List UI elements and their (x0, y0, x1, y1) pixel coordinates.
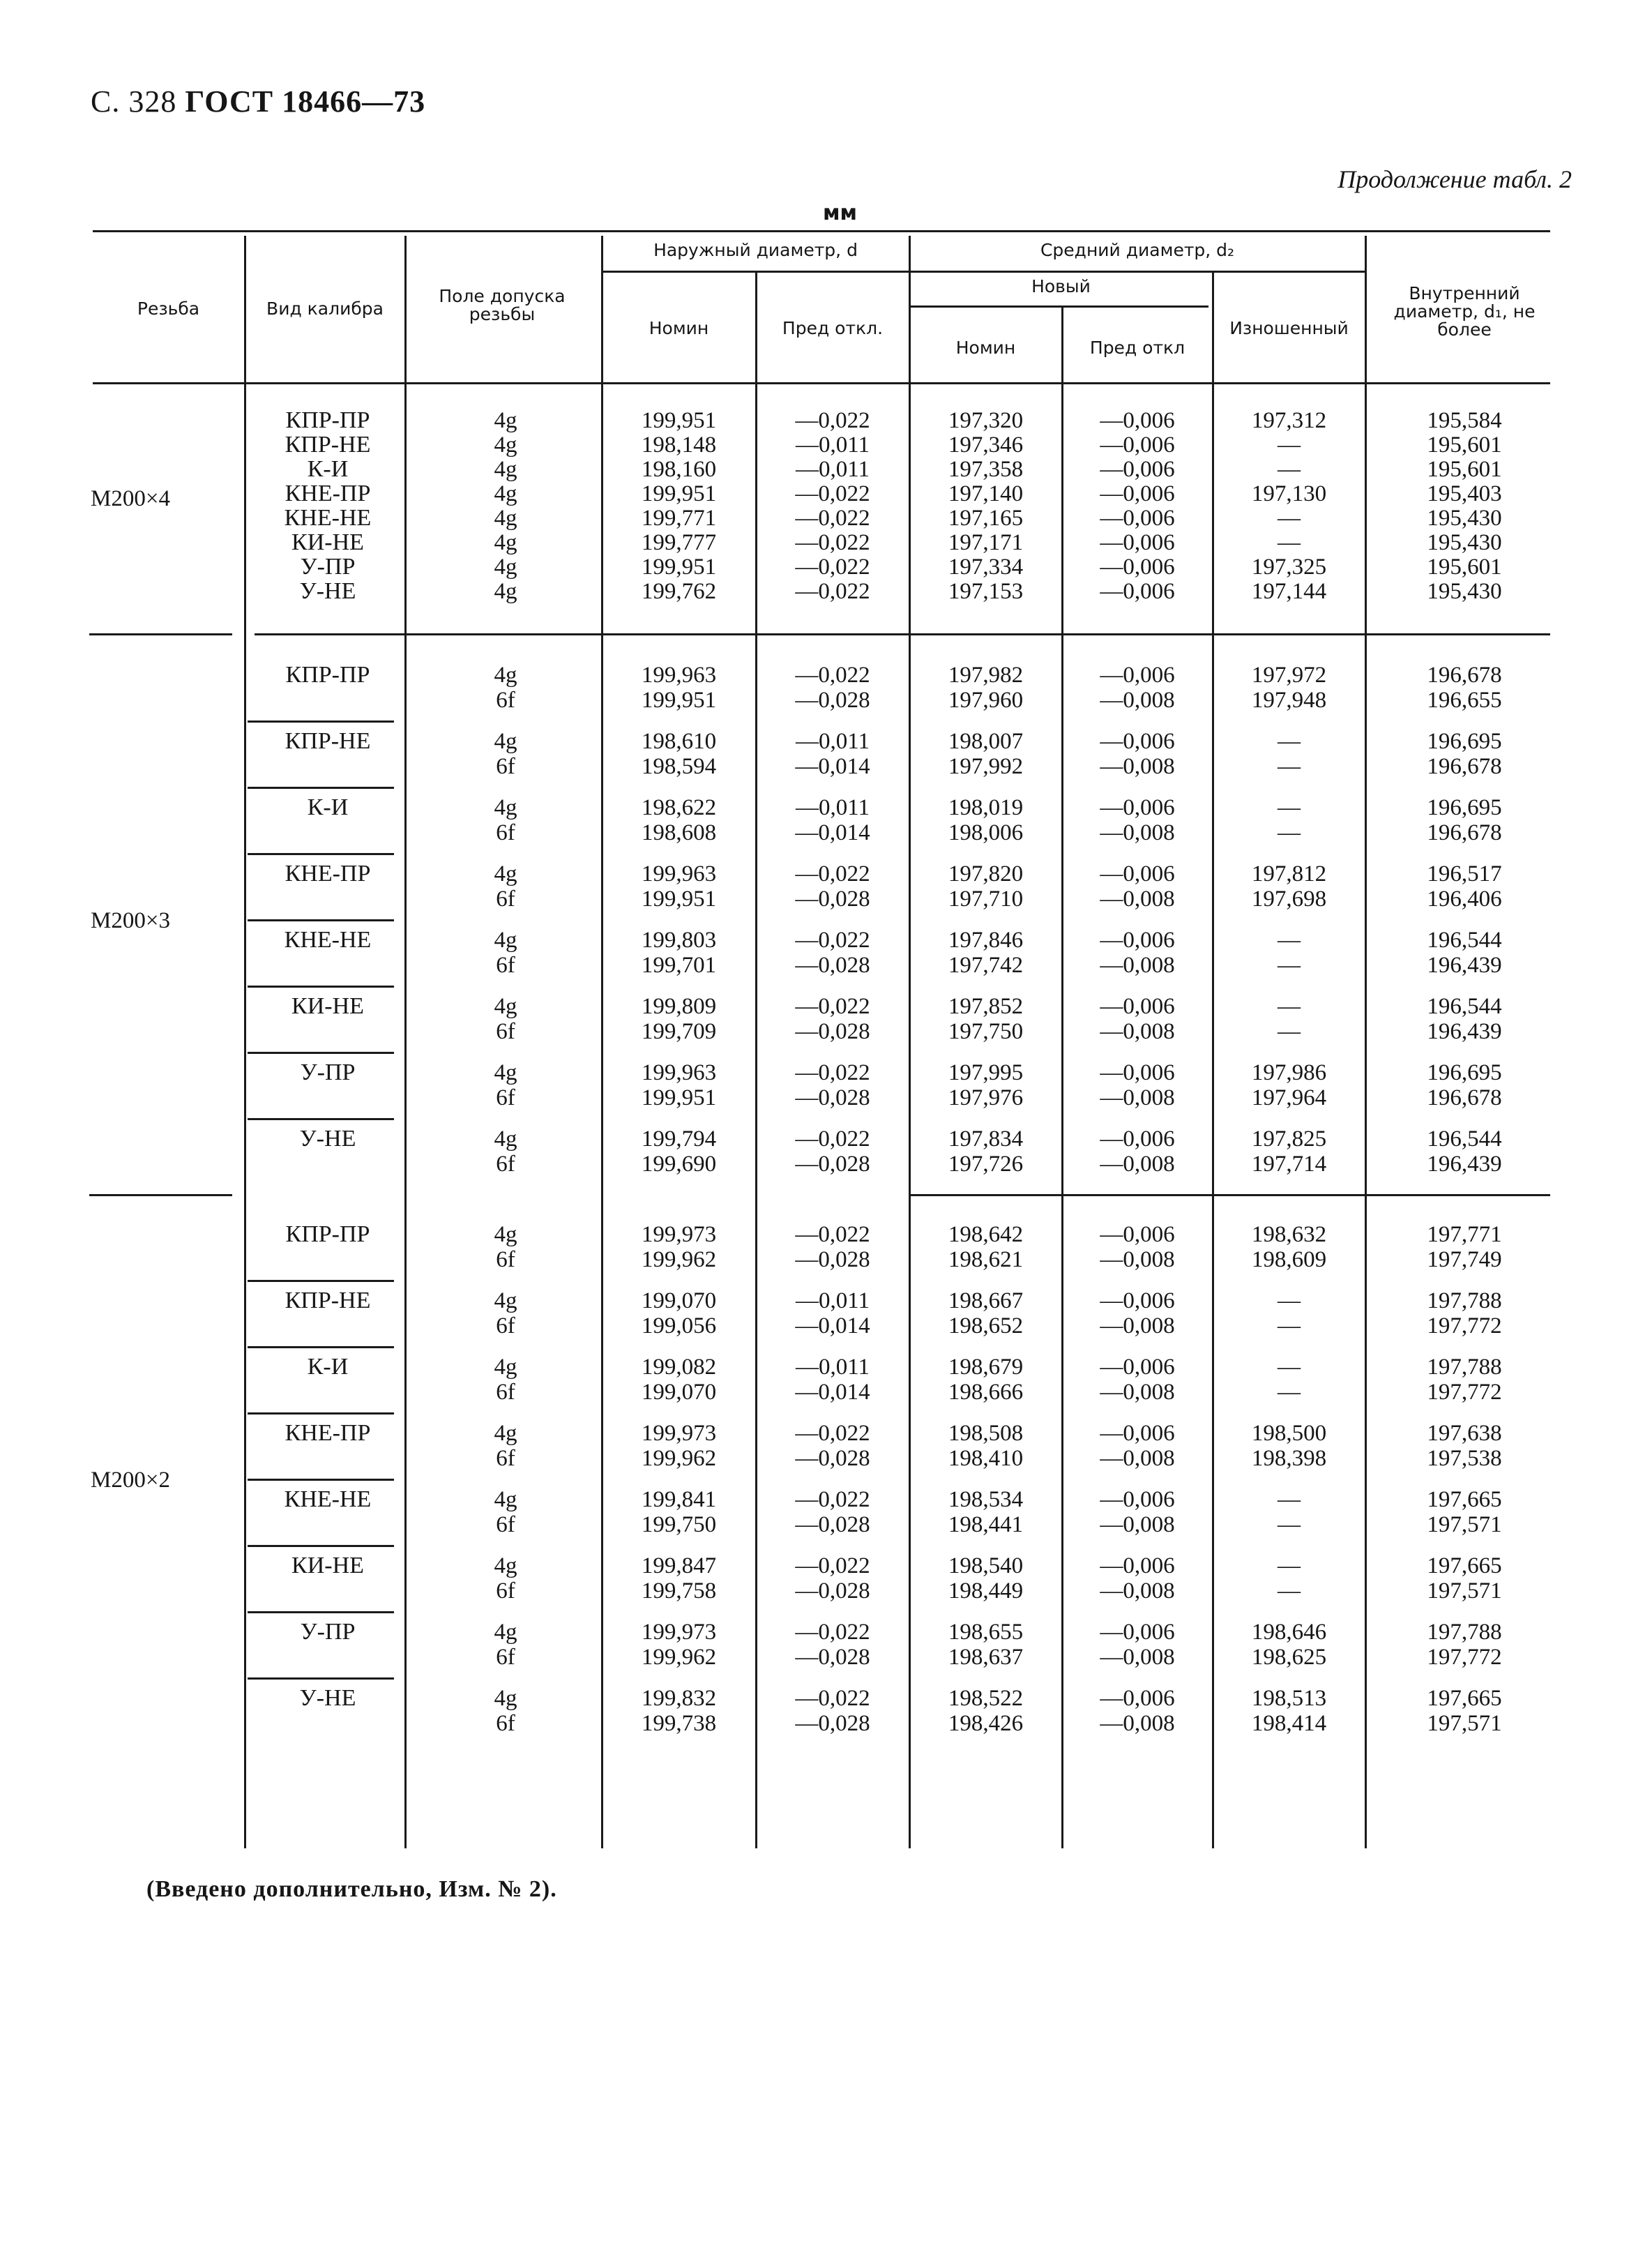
cell-d-dev: —0,022 —0,028 (795, 1686, 870, 1736)
amendment-note: (Введено дополнительно, Изм. № 2). (146, 1876, 557, 1902)
cell-d2-nom: 198,642 198,621 (948, 1222, 1024, 1272)
cell-tol: 4g 6f (494, 1288, 517, 1338)
cell-tol: 4g (494, 555, 517, 580)
gauge-type: КНЕ-ПР (285, 481, 371, 506)
cell-tol: 4g (494, 408, 517, 433)
cell-worn: 197,972 197,948 (1251, 663, 1327, 713)
cell-d2-dev: —0,006 —0,008 (1100, 729, 1175, 779)
cell-d2-dev: —0,006 —0,008 (1100, 1620, 1175, 1670)
cell-tol: 4g 6f (494, 928, 517, 978)
cell-d2-dev: —0,006 —0,008 (1100, 795, 1175, 845)
cell-d2-dev: —0,006 —0,008 (1100, 1288, 1175, 1338)
cell-d-dev: —0,022 —0,028 (795, 1222, 870, 1272)
cell-d2-nom: 198,679 198,666 (948, 1355, 1024, 1405)
cell-worn: — — (1278, 795, 1301, 845)
cell-d2-nom: 197,834 197,726 (948, 1126, 1024, 1177)
gauge-separator (248, 1052, 394, 1054)
cell-worn: 197,325 (1251, 555, 1327, 580)
cell-d-nom: 199,070 199,056 (641, 1288, 717, 1338)
cell-d2-nom: 197,346 (948, 432, 1024, 458)
gauge-separator (248, 1412, 394, 1415)
cell-d-dev: —0,011 —0,014 (795, 795, 870, 845)
cell-d-nom: 199,771 (641, 506, 717, 531)
cell-d2-dev: —0,006 (1100, 408, 1175, 433)
cell-d1: 196,544 196,439 (1427, 1126, 1502, 1177)
cell-d-dev: —0,022 —0,028 (795, 1060, 870, 1110)
cell-worn: 198,632 198,609 (1251, 1222, 1327, 1272)
col-header-tolerance: Поле допуска резьбы (439, 286, 566, 324)
gauge-type: К-И (307, 456, 349, 482)
gauge-separator (248, 1611, 394, 1613)
gauge-separator (248, 986, 394, 988)
cell-d2-dev: —0,006 —0,008 (1100, 1126, 1175, 1177)
cell-tol: 4g 6f (494, 1222, 517, 1272)
cell-tol: 4g 6f (494, 1060, 517, 1110)
cell-d-dev: —0,022 —0,028 (795, 1421, 870, 1471)
gauge-separator (248, 787, 394, 789)
cell-d-nom: 199,963 199,951 (641, 1060, 717, 1110)
gauge-separator (248, 1346, 394, 1348)
cell-d2-dev: —0,006 —0,008 (1100, 1222, 1175, 1272)
cell-tol: 4g 6f (494, 1620, 517, 1670)
cell-worn: — — (1278, 729, 1301, 779)
gauge-type: У-ПР (300, 1059, 356, 1085)
gauge-type: КПР-НЕ (285, 432, 371, 458)
cell-d1: 195,601 (1427, 432, 1502, 458)
cell-d-dev: —0,022 (795, 555, 870, 580)
cell-d2-dev: —0,006 (1100, 530, 1175, 555)
cell-worn: 198,500 198,398 (1251, 1421, 1327, 1471)
cell-worn: — (1278, 457, 1301, 482)
gauge-type: КНЕ-ПР (285, 861, 371, 887)
cell-tol: 4g (494, 530, 517, 555)
gauge-type: КНЕ-ПР (285, 1420, 371, 1446)
cell-tol: 4g 6f (494, 663, 517, 713)
cell-tol: 4g (494, 457, 517, 482)
cell-d1: 196,544 196,439 (1427, 994, 1502, 1044)
cell-worn: — (1278, 432, 1301, 458)
gauge-type: У-НЕ (299, 578, 356, 604)
col-header-gauge-type: Вид калибра (266, 299, 384, 319)
cell-d2-dev: —0,006 (1100, 481, 1175, 506)
cell-d-dev: —0,011 —0,014 (795, 1355, 870, 1405)
header-subrule-2 (909, 305, 1208, 308)
cell-d-nom: 199,973 199,962 (641, 1421, 717, 1471)
cell-d2-dev: —0,006 —0,008 (1100, 1487, 1175, 1537)
gauge-type: У-НЕ (299, 1126, 356, 1152)
cell-tol: 4g 6f (494, 994, 517, 1044)
cell-d-dev: —0,022 —0,028 (795, 1487, 870, 1537)
cell-d2-dev: —0,006 (1100, 432, 1175, 458)
cell-d-nom: 199,803 199,701 (641, 928, 717, 978)
cell-worn: — (1278, 530, 1301, 555)
cell-d2-nom: 198,019 198,006 (948, 795, 1024, 845)
cell-d1: 195,430 (1427, 506, 1502, 531)
cell-d-nom: 199,762 (641, 579, 717, 604)
cell-d-dev: —0,022 (795, 530, 870, 555)
col-header-pitch-diameter: Средний диаметр, d₂ (1040, 240, 1235, 260)
cell-d2-dev: —0,006 —0,008 (1100, 1060, 1175, 1110)
cell-d-nom: 198,610 198,594 (641, 729, 717, 779)
cell-d2-nom: 197,852 197,750 (948, 994, 1024, 1044)
cell-d1: 197,665 197,571 (1427, 1686, 1502, 1736)
cell-worn: 198,513 198,414 (1251, 1686, 1327, 1736)
cell-tol: 4g 6f (494, 1355, 517, 1405)
gauge-type: У-ПР (300, 554, 356, 580)
cell-d1: 195,430 (1427, 530, 1502, 555)
cell-d2-nom: 197,358 (948, 457, 1024, 482)
cell-worn: 197,130 (1251, 481, 1327, 506)
cell-tol: 4g 6f (494, 1126, 517, 1177)
cell-worn: — — (1278, 994, 1301, 1044)
cell-d2-dev: —0,006 —0,008 (1100, 928, 1175, 978)
gauge-type: КПР-ПР (285, 662, 370, 688)
cell-worn: — — (1278, 928, 1301, 978)
cell-d-nom: 199,832 199,738 (641, 1686, 717, 1736)
cell-d-dev: —0,022 —0,028 (795, 928, 870, 978)
continuation-label: Продолжение табл. 2 (1337, 165, 1572, 193)
cell-d-dev: —0,022 —0,028 (795, 994, 870, 1044)
cell-d2-nom: 197,334 (948, 555, 1024, 580)
gauge-type: К-И (307, 794, 349, 820)
cell-d2-nom: 197,820 197,710 (948, 861, 1024, 912)
col-header-outer-diameter: Наружный диаметр, d (653, 240, 858, 260)
cell-tol: 4g 6f (494, 1553, 517, 1604)
cell-worn: — — (1278, 1553, 1301, 1604)
cell-d1: 197,788 197,772 (1427, 1620, 1502, 1670)
cell-d2-dev: —0,006 —0,008 (1100, 1355, 1175, 1405)
cell-d-nom: 199,951 (641, 408, 717, 433)
cell-worn: 197,986 197,964 (1251, 1060, 1327, 1110)
cell-d2-dev: —0,006 —0,008 (1100, 994, 1175, 1044)
cell-d-nom: 199,809 199,709 (641, 994, 717, 1044)
cell-tol: 4g (494, 481, 517, 506)
gauge-type: КПР-НЕ (285, 728, 371, 754)
gauge-separator (248, 919, 394, 921)
cell-d-dev: —0,022 (795, 408, 870, 433)
gauge-separator (248, 721, 394, 723)
cell-d-nom: 198,148 (641, 432, 717, 458)
cell-d-dev: —0,022 (795, 506, 870, 531)
cell-d2-dev: —0,006 (1100, 555, 1175, 580)
cell-d1: 195,601 (1427, 555, 1502, 580)
cell-d-nom: 199,963 199,951 (641, 861, 717, 912)
cell-tol: 4g 6f (494, 1421, 517, 1471)
cell-d2-nom: 198,540 198,449 (948, 1553, 1024, 1604)
cell-d1: 196,517 196,406 (1427, 861, 1502, 912)
cell-d1: 195,430 (1427, 579, 1502, 604)
col-header-outer-deviation: Пред откл. (782, 318, 884, 338)
cell-d-nom: 199,082 199,070 (641, 1355, 717, 1405)
units-label: мм (823, 201, 858, 225)
cell-d2-dev: —0,006 —0,008 (1100, 1421, 1175, 1471)
cell-d2-nom: 198,007 197,992 (948, 729, 1024, 779)
gauge-type: КПР-ПР (285, 1221, 370, 1247)
thread-label: М200×2 (91, 1468, 170, 1493)
cell-d2-nom: 197,171 (948, 530, 1024, 555)
cell-d2-dev: —0,006 (1100, 579, 1175, 604)
gauge-type: КПР-НЕ (285, 1288, 371, 1313)
cell-d2-nom: 197,995 197,976 (948, 1060, 1024, 1110)
header-subrule-1 (601, 271, 1365, 273)
col-rule-8 (1365, 236, 1367, 1848)
cell-tol: 4g 6f (494, 1686, 517, 1736)
cell-d1: 197,788 197,772 (1427, 1355, 1502, 1405)
cell-d-dev: —0,011 —0,014 (795, 1288, 870, 1338)
cell-d2-nom: 197,320 (948, 408, 1024, 433)
table-top-rule (93, 230, 1550, 232)
page-header (91, 84, 425, 119)
cell-d-dev: —0,011 —0,014 (795, 729, 870, 779)
col-header-worn: Изношенный (1229, 318, 1349, 338)
cell-d-nom: 199,951 (641, 555, 717, 580)
cell-d1: 197,665 197,571 (1427, 1553, 1502, 1604)
gauge-type: КИ-НЕ (291, 993, 364, 1019)
cell-tol: 4g (494, 579, 517, 604)
cell-worn: 198,646 198,625 (1251, 1620, 1327, 1670)
cell-d-dev: —0,022 (795, 481, 870, 506)
cell-d-nom: 199,973 199,962 (641, 1222, 717, 1272)
gauge-separator (248, 1280, 394, 1282)
cell-d2-nom: 198,522 198,426 (948, 1686, 1024, 1736)
gauge-type: У-ПР (300, 1619, 356, 1645)
cell-d-dev: —0,011 (795, 457, 870, 482)
cell-d2-dev: —0,006 —0,008 (1100, 663, 1175, 713)
cell-d1: 196,678 196,655 (1427, 663, 1502, 713)
cell-d2-nom: 197,846 197,742 (948, 928, 1024, 978)
cell-d-dev: —0,022 (795, 579, 870, 604)
gauge-separator (248, 1479, 394, 1481)
cell-d1: 197,638 197,538 (1427, 1421, 1502, 1471)
thread-label: М200×3 (91, 908, 170, 933)
cell-d1: 196,695 196,678 (1427, 729, 1502, 779)
cell-d-nom: 199,951 (641, 481, 717, 506)
cell-d2-nom: 198,534 198,441 (948, 1487, 1024, 1537)
cell-d-nom: 199,794 199,690 (641, 1126, 717, 1177)
col-header-inner-diameter: Внутренний диаметр, d₁, не более (1393, 283, 1536, 340)
cell-d-nom: 198,160 (641, 457, 717, 482)
cell-d-nom: 199,841 199,750 (641, 1487, 717, 1537)
group-separator-2b (909, 1194, 1550, 1196)
page-number: С. 328 (91, 84, 177, 119)
group-separator-1b (255, 633, 1550, 635)
gauge-type: КНЕ-НЕ (284, 1486, 372, 1512)
gauge-separator (248, 1677, 394, 1680)
group-separator-2 (89, 1194, 232, 1196)
group-separator-1 (89, 633, 232, 635)
cell-d-nom: 199,973 199,962 (641, 1620, 717, 1670)
gauge-separator (248, 1118, 394, 1120)
cell-tol: 4g 6f (494, 1487, 517, 1537)
cell-d-nom: 199,963 199,951 (641, 663, 717, 713)
cell-worn: 197,312 (1251, 408, 1327, 433)
cell-worn: 197,144 (1251, 579, 1327, 604)
gauge-separator (248, 1545, 394, 1547)
gauge-type: К-И (307, 1354, 349, 1380)
cell-worn: — — (1278, 1355, 1301, 1405)
cell-d-nom: 199,777 (641, 530, 717, 555)
cell-d-dev: —0,022 —0,028 (795, 861, 870, 912)
cell-worn: 197,825 197,714 (1251, 1126, 1327, 1177)
gauge-type: КНЕ-НЕ (284, 505, 372, 531)
thread-label: М200×4 (91, 486, 170, 511)
cell-d-dev: —0,022 —0,028 (795, 1620, 870, 1670)
cell-d1: 195,584 (1427, 408, 1502, 433)
cell-d1: 197,665 197,571 (1427, 1487, 1502, 1537)
cell-d-nom: 199,847 199,758 (641, 1553, 717, 1604)
cell-d2-nom: 198,508 198,410 (948, 1421, 1024, 1471)
cell-d2-dev: —0,006 —0,008 (1100, 1686, 1175, 1736)
cell-d1: 197,771 197,749 (1427, 1222, 1502, 1272)
cell-d2-dev: —0,006 —0,008 (1100, 861, 1175, 912)
cell-worn: — (1278, 506, 1301, 531)
col-header-new: Новый (1031, 276, 1091, 296)
cell-d2-dev: —0,006 (1100, 457, 1175, 482)
gauge-type: КПР-ПР (285, 407, 370, 433)
cell-tol: 4g (494, 506, 517, 531)
gauge-type: У-НЕ (299, 1685, 356, 1711)
gauge-type: КИ-НЕ (291, 1553, 364, 1578)
cell-d-dev: —0,022 —0,028 (795, 663, 870, 713)
cell-tol: 4g 6f (494, 795, 517, 845)
cell-d2-nom: 198,655 198,637 (948, 1620, 1024, 1670)
cell-d1: 196,544 196,439 (1427, 928, 1502, 978)
gauge-separator (248, 853, 394, 855)
header-bottom-rule (93, 382, 1550, 384)
cell-d1: 197,788 197,772 (1427, 1288, 1502, 1338)
cell-tol: 4g (494, 432, 517, 458)
cell-d2-nom: 197,982 197,960 (948, 663, 1024, 713)
cell-worn: — — (1278, 1288, 1301, 1338)
cell-d-dev: —0,022 —0,028 (795, 1126, 870, 1177)
cell-d2-nom: 198,667 198,652 (948, 1288, 1024, 1338)
cell-d1: 195,403 (1427, 481, 1502, 506)
gauge-type: КИ-НЕ (291, 529, 364, 555)
col-header-thread: Резьба (137, 299, 200, 319)
cell-worn: — — (1278, 1487, 1301, 1537)
cell-d-nom: 198,622 198,608 (641, 795, 717, 845)
standard-number: ГОСТ 18466—73 (185, 84, 426, 119)
cell-d2-nom: 197,140 (948, 481, 1024, 506)
cell-d2-nom: 197,165 (948, 506, 1024, 531)
cell-d2-dev: —0,006 (1100, 506, 1175, 531)
cell-d2-nom: 197,153 (948, 579, 1024, 604)
col-header-outer-nominal: Номин (649, 318, 709, 338)
col-rule-1 (244, 236, 246, 1848)
cell-d1: 195,601 (1427, 457, 1502, 482)
cell-d-dev: —0,011 (795, 432, 870, 458)
cell-d2-dev: —0,006 —0,008 (1100, 1553, 1175, 1604)
cell-tol: 4g 6f (494, 729, 517, 779)
gauge-type: КНЕ-НЕ (284, 927, 372, 953)
cell-d1: 196,695 196,678 (1427, 795, 1502, 845)
cell-worn: 197,812 197,698 (1251, 861, 1327, 912)
cell-d-dev: —0,022 —0,028 (795, 1553, 870, 1604)
cell-tol: 4g 6f (494, 861, 517, 912)
cell-d1: 196,695 196,678 (1427, 1060, 1502, 1110)
col-header-pitch-deviation: Пред откл (1089, 338, 1185, 358)
col-header-pitch-nominal: Номин (955, 338, 1016, 358)
